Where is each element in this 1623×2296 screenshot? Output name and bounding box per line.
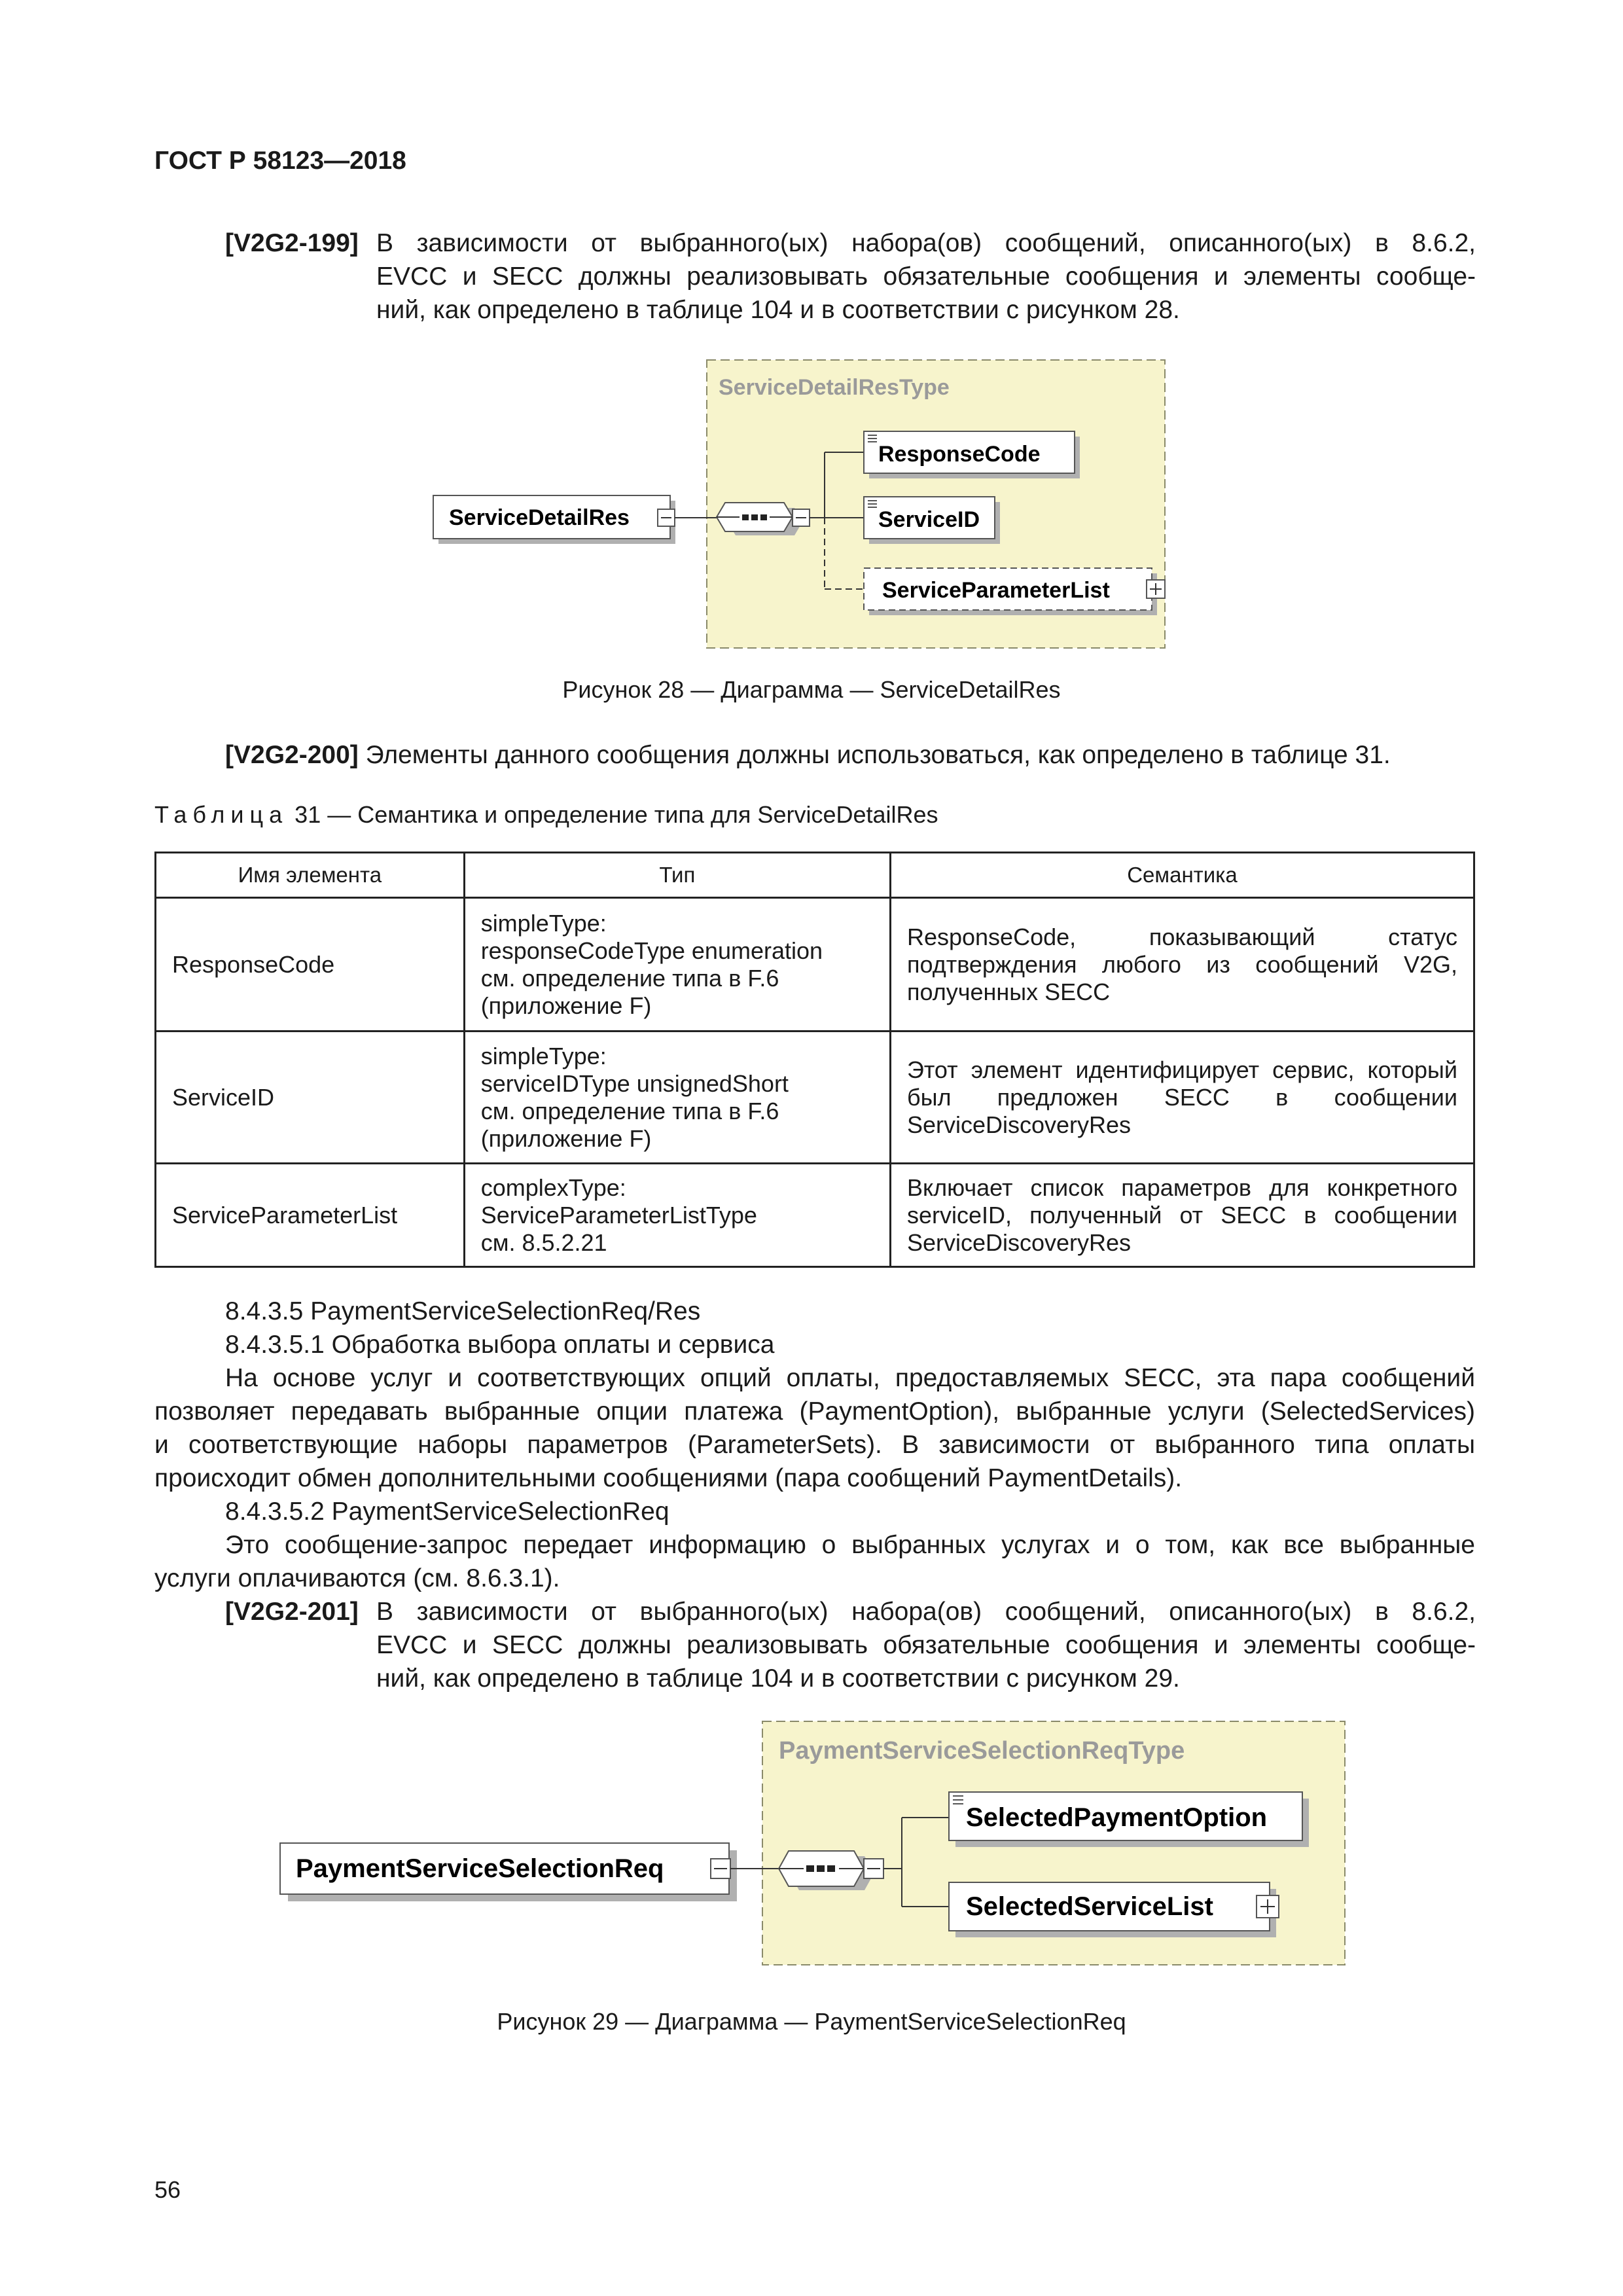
child-element-label: ServiceParameterList xyxy=(882,578,1110,603)
child-element-label: SelectedServiceList xyxy=(966,1892,1213,1921)
type-title: PaymentServiceSelectionReqType xyxy=(779,1737,1185,1765)
table-cell-semantics: Включает список параметров для конкретного serviceID, полученный от SECC в сообщении ServiceDiscoveryRes xyxy=(890,1164,1474,1267)
child-element-label: ResponseCode xyxy=(878,442,1041,467)
table-cell-semantics: Этот элемент идентифицирует сервис, который был предложен SECC в сообщении ServiceDiscoveryRes xyxy=(890,1031,1474,1164)
figure-28-diagram xyxy=(419,353,1217,655)
req-200: [V2G2-200] Элементы данного сообщения должны использоваться, как определено в таблице 31. xyxy=(225,741,1391,769)
req-201-text: В зависимости от выбранного(ых) набора(ов) сообщений, описанного(ых) в 8.6.2, EVCC и SECC должны реализовывать обязательные сообщения и элементы сообще- ний, как определено в таблице 104 и в соответствии с рисунком 29. xyxy=(376,1598,1476,1693)
root-element-label: PaymentServiceSelectionReq xyxy=(296,1854,664,1883)
table-header-cell: Имя элемента xyxy=(156,853,465,898)
document-header: ГОСТ Р 58123—2018 xyxy=(154,147,406,175)
figure-29-diagram xyxy=(275,1715,1361,1977)
table-cell-semantics: ResponseCode, показывающий статус подтверждения любого из сообщений V2G, полученных SECC xyxy=(890,898,1474,1031)
table-header-cell: Семантика xyxy=(890,853,1474,898)
table-cell-name: ServiceID xyxy=(156,1031,465,1164)
table-row xyxy=(156,1164,1474,1267)
figure-28-caption: Рисунок 28 — Диаграмма — ServiceDetailRes xyxy=(562,676,1061,703)
table-cell-type: simpleType: serviceIDType unsignedShort см. определение типа в F.6 (приложение F) xyxy=(464,1031,890,1164)
paragraph: Это сообщение-запрос передает информацию о выбранных услугах и о том, как все выбранные услуги оплачиваются (см. 8.6.3.1). xyxy=(154,1531,1475,1592)
root-element-label: ServiceDetailRes xyxy=(449,505,630,530)
table-cell-type: complexType: ServiceParameterListType см. 8.5.2.21 xyxy=(464,1164,890,1267)
table-header-cell: Тип xyxy=(464,853,890,898)
req-201-label: [V2G2-201] xyxy=(225,1598,359,1626)
table-row xyxy=(156,898,1474,1031)
req-199-label: [V2G2-199] xyxy=(225,229,359,257)
paragraph: На основе услуг и соответствующих опций оплаты, предоставляемых SECC, эта пара сообщений позволяет передавать выбранные опции платежа (PaymentOption), выбранные услуги (SelectedServices) и соответствующие наборы параметров (ParameterSets). В зависимости от выбранного типа оплаты происходит обмен дополнительными сообщениями (пара сообщений PaymentDetails). xyxy=(154,1364,1475,1492)
semantics-table xyxy=(154,852,1475,1268)
child-element-label: SelectedPaymentOption xyxy=(966,1803,1268,1832)
section-heading: 8.4.3.5.2 PaymentServiceSelectionReq xyxy=(225,1498,669,1526)
table-31-caption: Таблица 31 — Семантика и определение типа для ServiceDetailRes xyxy=(154,801,938,828)
req-199-text: В зависимости от выбранного(ых) набора(ов) сообщений, описанного(ых) в 8.6.2, EVCC и SECC должны реализовывать обязательные сообщения и элементы сообще- ний, как определено в таблице 104 и в соответствии с рисунком 28. xyxy=(376,229,1476,324)
child-element-label: ServiceID xyxy=(878,507,980,532)
table-header-row xyxy=(156,853,1474,898)
figure-29-caption: Рисунок 29 — Диаграмма — PaymentServiceSelectionReq xyxy=(497,2008,1126,2035)
table-cell-name: ResponseCode xyxy=(156,898,465,1031)
type-title: ServiceDetailResType xyxy=(719,375,950,400)
table-cell-name: ServiceParameterList xyxy=(156,1164,465,1267)
section-heading: 8.4.3.5.1 Обработка выбора оплаты и сервиса xyxy=(225,1331,775,1359)
table-row xyxy=(156,1031,1474,1164)
page-number: 56 xyxy=(154,2176,181,2203)
table-cell-type: simpleType: responseCodeType enumeration см. определение типа в F.6 (приложение F) xyxy=(464,898,890,1031)
section-heading: 8.4.3.5 PaymentServiceSelectionReq/Res xyxy=(225,1297,701,1325)
